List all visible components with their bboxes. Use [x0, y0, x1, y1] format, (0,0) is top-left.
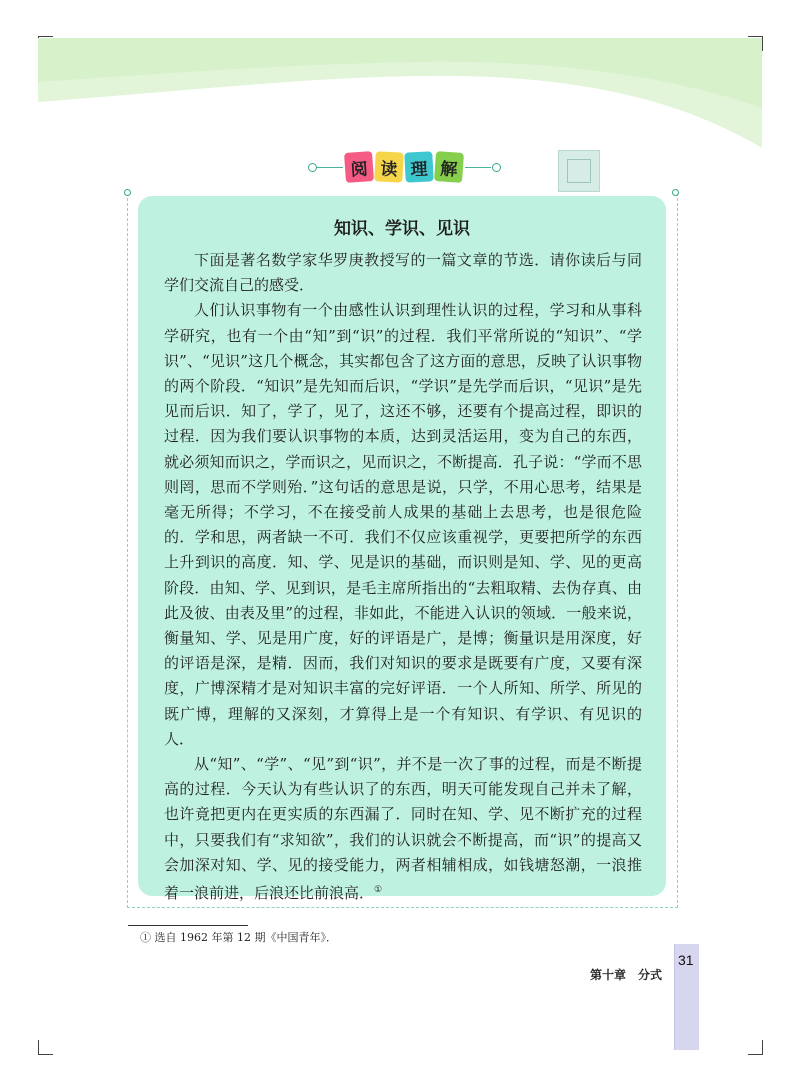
intro-paragraph: 下面是著名数学家华罗庚教授写的一篇文章的节选．请你读后与同学们交流自己的感受．: [164, 251, 642, 295]
heading-tile: 理: [404, 151, 434, 182]
heading-dot-right: [492, 163, 501, 172]
reading-panel: [138, 196, 666, 903]
article-body: [164, 248, 642, 906]
body-paragraph: 人们认识事物有一个由感性认识到理性认识的过程，学习和从事科学研究，也有一个由“知”到“识”的过程．我们平常所说的“知识”、“学识”、“见识”这几个概念，其实都包含了这方面的意思，反映了认识事物的两个阶段．“知识”是先知而后识，“学识”是先学而后识，“见识”是先见而后识．知了，学了，见了，这还不够，还要有个提高过程，即识的过程．因为我们要认识事物的本质，达到灵活运用，变为自己的东西，就必须知而识之，学而识之，见而识之，不断提高．孔子说：“学而不思则罔，思而不学则殆．”这句话的意思是说，只学，不用心思考，结果是毫无所得；不学习，不在接受前人成果的基础上去思考，也是很危险的．学和思，两者缺一不可．我们不仅应该重视学，更要把所学的东西上升到识的高度．知、学、见是识的基础，而识则是知、学、见的更高阶段．由知、学、见到识，是毛主席所指出的“去粗取精、去伪存真、由此及彼、由表及里”的过程，非如此，不能进入认识的领域．一般来说，衡量知、学、见是用广度，好的评语是广，是博；衡量识是用深度，好的评语是深，是精．因而，我们对知识的要求是既要有广度，又要有深度，广博深精才是对知识丰富的完好评语．一个人所知、所学、所见的既广博，理解的又深刻，才算得上是一个有知识、有学识、有见识的人．: [164, 301, 642, 748]
heading-tile: 阅: [344, 151, 374, 183]
decorative-stamp-icon: [558, 150, 600, 192]
heading-tile: 读: [374, 151, 404, 182]
heading-tile: 解: [434, 151, 464, 183]
frame-dot-right: [672, 189, 679, 196]
article-title: 知识、学识、见识: [334, 219, 470, 239]
footnote: ① 选自 1962 年第 12 期《中国青年》．: [140, 931, 337, 944]
closing-paragraph: [164, 752, 642, 906]
heading-line-right: [465, 167, 491, 168]
frame-dot-left: [124, 189, 131, 196]
page-number: 31: [678, 952, 694, 968]
crop-mark-bottom-right: [748, 1040, 763, 1055]
heading-dot-left: [308, 163, 317, 172]
heading-line-left: [317, 167, 343, 168]
chapter-label: 第十章 分式: [590, 968, 663, 982]
closing-paragraph-text: 从“知”、“学”、“见”到“识”，并不是一次了事的过程，而是不断提高的过程．今天认为有些认识了的东西，明天可能发现自己并未了解，也许竟把更内在更实质的东西漏了．同时在知、学、见不断扩充的过程中，只要我们有“求知欲”，我们的认识就会不断提高，而“识”的提高又会加深对知、学、见的接受能力，两者相辅相成，如钱塘怒潮，一浪推着一浪前进，后浪还比前浪高．: [164, 755, 642, 903]
footnote-rule: [128, 925, 248, 926]
footnote-reference: ①: [374, 885, 383, 896]
section-heading: [305, 152, 505, 186]
header-decoration-band: [38, 38, 762, 158]
heading-tiles: [345, 152, 465, 182]
crop-mark-bottom-left: [38, 1040, 53, 1055]
